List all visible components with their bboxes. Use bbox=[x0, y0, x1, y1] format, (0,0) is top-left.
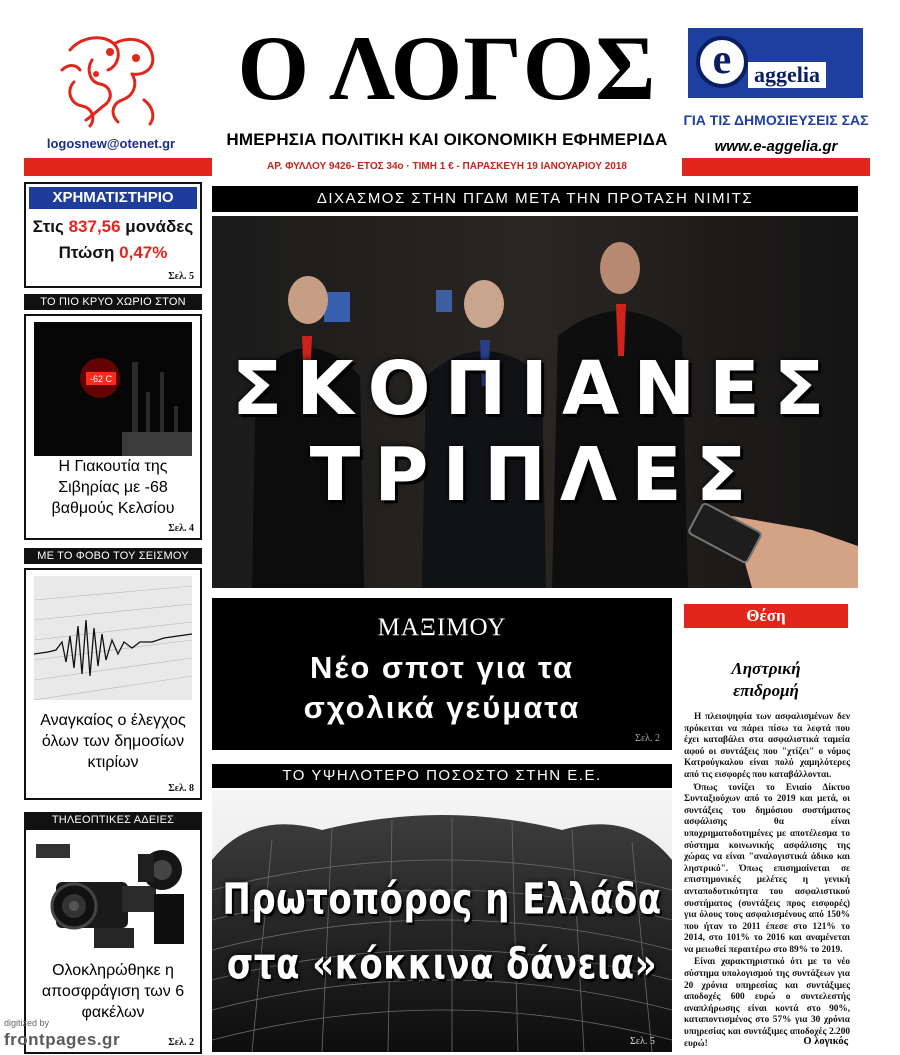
eaggelia-logo-word: aggelia bbox=[748, 62, 826, 88]
stock-change-line: Πτώση 0,47% bbox=[58, 243, 168, 262]
opinion-column-header bbox=[684, 600, 848, 646]
maximou-headline: Νέο σποτ για τα σχολικά γεύματα bbox=[303, 650, 581, 725]
opinion-paragraph: Είναι χαρακτηριστικό ότι με το νέο σύστημα υπολογισμού της συντάξεων για 20 χρόνια υπηρεσίας και συντάξιμες αποδοχές 600 ευρώ ο συντελεστής αναπλήρωσης είναι κοντά στο 90%, καταποντισμένος στο 57% για 30 χρόνια υπηρεσίας και συντάξιμες αποδοχές 2.200 ευρώ! bbox=[684, 957, 850, 1049]
side-story-earthquake[interactable] bbox=[24, 568, 202, 800]
side-story-headline: Ολοκληρώθηκε η αποσφράγιση των 6 φακέλων bbox=[41, 962, 185, 1021]
newspaper-subtitle: ΗΜΕΡΗΣΙΑ ΠΟΛΙΤΙΚΗ ΚΑΙ ΟΙΚΟΝΟΜΙΚΗ ΕΦΗΜΕΡΙΔΑ bbox=[226, 130, 668, 149]
issue-dateline: ΑΡ. ΦΥΛΛΟΥ 9426- ΕΤΟΣ 34ο · ΤΙΜΗ 1 € - ΠΑΡΑΣΚΕΥΗ 19 ΙΑΝΟΥΑΡΙΟΥ 2018 bbox=[212, 158, 682, 176]
thermometer-photo bbox=[34, 322, 192, 456]
eaggelia-logo-icon: e bbox=[696, 36, 748, 88]
opinion-paragraph: Η πλειοψηφία των ασφαλισμένων δεν πρόκειται να πάρει πίσω τα λεφτά που έχει καταβάλει στα ασφαλιστικά ταμεία αφού οι συντάξεις που "χτίζει" ο νόμος Κατρούγκαλου είναι πολύ χαμηλότερες από τις εισφορές που καταβάλλονται. bbox=[684, 712, 850, 780]
opinion-paragraph: Όπως τονίζει το Ενιαίο Δίκτυο Συνταξιούχων από το 2019 και μετά, οι συντάξεις του δημόσιου συστήματος ασφάλισης θα είναι υποχρηματοδοτημένες με αποτέλεσμα το σύστημα κοινωνικής ασφάλισης της χώρας να είναι "αναλογιστικά άδικο και ληστρικό". Όπως επισημαίνεται σε επιστημονικές μελέτες η γενική ανταποδοτικότητα του ασφαλιστικού συστήματος (συντάξεις προς εισφορές) για όλους τους ασφαλισμένους από 150% που ήταν το 2011 έπεσε στο 121% το 2014, στο 101% το 2016 και αναμένεται να μειωθεί περαιτέρω στο 89% το 2019. bbox=[684, 782, 850, 955]
contact-email[interactable]: logosnew@otenet.gr bbox=[46, 136, 176, 151]
page-reference: Σελ. 5 bbox=[630, 1036, 655, 1047]
digitized-label: digitized by bbox=[4, 1018, 50, 1028]
eu-story-banner: ΤΟ ΥΨΗΛΟΤΕΡΟ ΠΟΣΟΣΤΟ ΣΤΗΝ Ε.Ε. bbox=[212, 764, 672, 788]
side-story-headline: Αναγκαίος ο έλεγχος όλων των δημοσίων κτιρίων bbox=[40, 712, 186, 771]
side-story-kicker: ΜΕ ΤΟ ΦΟΒΟ ΤΟΥ ΣΕΙΣΜΟΥ bbox=[24, 548, 202, 564]
side-story-kicker: ΤΗΛΕΟΠΤΙΚΕΣ ΑΔΕΙΕΣ bbox=[24, 812, 202, 828]
source-watermark: frontpages.gr bbox=[4, 1030, 121, 1049]
stock-market-box[interactable] bbox=[24, 182, 202, 288]
lead-headline-line2: ΤΡΙΠΛΕΣ bbox=[309, 432, 761, 518]
maximou-story-box[interactable] bbox=[212, 598, 672, 750]
opinion-signature: Ο λογικός bbox=[803, 1036, 848, 1047]
eu-headline-line2: στα «κόκκινα δάνεια» bbox=[226, 939, 658, 990]
side-story-kicker: ΤΟ ΠΙΟ ΚΡΥΟ ΧΩΡΙΟ ΣΤΟΝ bbox=[24, 294, 202, 310]
maximou-kicker: ΜΑΞΙΜΟΥ bbox=[377, 614, 507, 641]
seismograph-photo bbox=[34, 576, 192, 700]
page-reference: Σελ. 2 bbox=[168, 1037, 194, 1048]
stock-heading: ΧΡΗΜΑΤΙΣΤΗΡΙΟ bbox=[29, 187, 197, 209]
side-story-tv-licenses[interactable] bbox=[24, 828, 202, 1054]
stock-index-line: Στις 837,56 μονάδες bbox=[32, 217, 194, 236]
newspaper-logo-emblem bbox=[52, 30, 168, 130]
tv-camera-photo bbox=[34, 836, 192, 956]
page-reference: Σελ. 4 bbox=[168, 523, 194, 534]
eaggelia-advert[interactable] bbox=[688, 28, 863, 98]
thermometer-reading: -62 C bbox=[89, 374, 113, 384]
opinion-label: Θέση bbox=[684, 604, 848, 628]
stock-change-value: 0,47% bbox=[119, 243, 168, 262]
eu-headline-line1: Πρωτοπόρος η Ελλάδα bbox=[222, 874, 662, 925]
opinion-body bbox=[684, 712, 850, 1051]
newspaper-title: Ο ΛΟΓΟΣ bbox=[237, 17, 657, 119]
stock-index-value: 837,56 bbox=[68, 217, 121, 236]
lead-story-headline[interactable] bbox=[212, 346, 858, 518]
lead-headline-line1: ΣΚΟΠΙΑΝΕΣ bbox=[231, 346, 839, 432]
page-reference: Σελ. 2 bbox=[635, 733, 660, 744]
eaggelia-url[interactable]: www.e-aggelia.gr bbox=[714, 138, 838, 155]
side-story-headline: Η Γιακουτία της Σιβηρίας με -68 βαθμούς Κελσίου bbox=[51, 458, 175, 517]
lead-story-banner: ΔΙΧΑΣΜΟΣ ΣΤΗΝ ΠΓΔΜ ΜΕΤΑ ΤΗΝ ΠΡΟΤΑΣΗ ΝΙΜΙΤΣ bbox=[212, 186, 858, 212]
eu-story-headline[interactable] bbox=[212, 867, 672, 997]
side-story-cold-village[interactable] bbox=[24, 314, 202, 540]
page-reference: Σελ. 8 bbox=[168, 783, 194, 794]
opinion-title[interactable]: Ληστρική επιδρομή bbox=[731, 659, 801, 700]
eaggelia-tagline: ΓΙΑ ΤΙΣ ΔΗΜΟΣΙΕΥΣΕΙΣ ΣΑΣ bbox=[683, 112, 869, 128]
page-reference: Σελ. 5 bbox=[168, 271, 194, 282]
